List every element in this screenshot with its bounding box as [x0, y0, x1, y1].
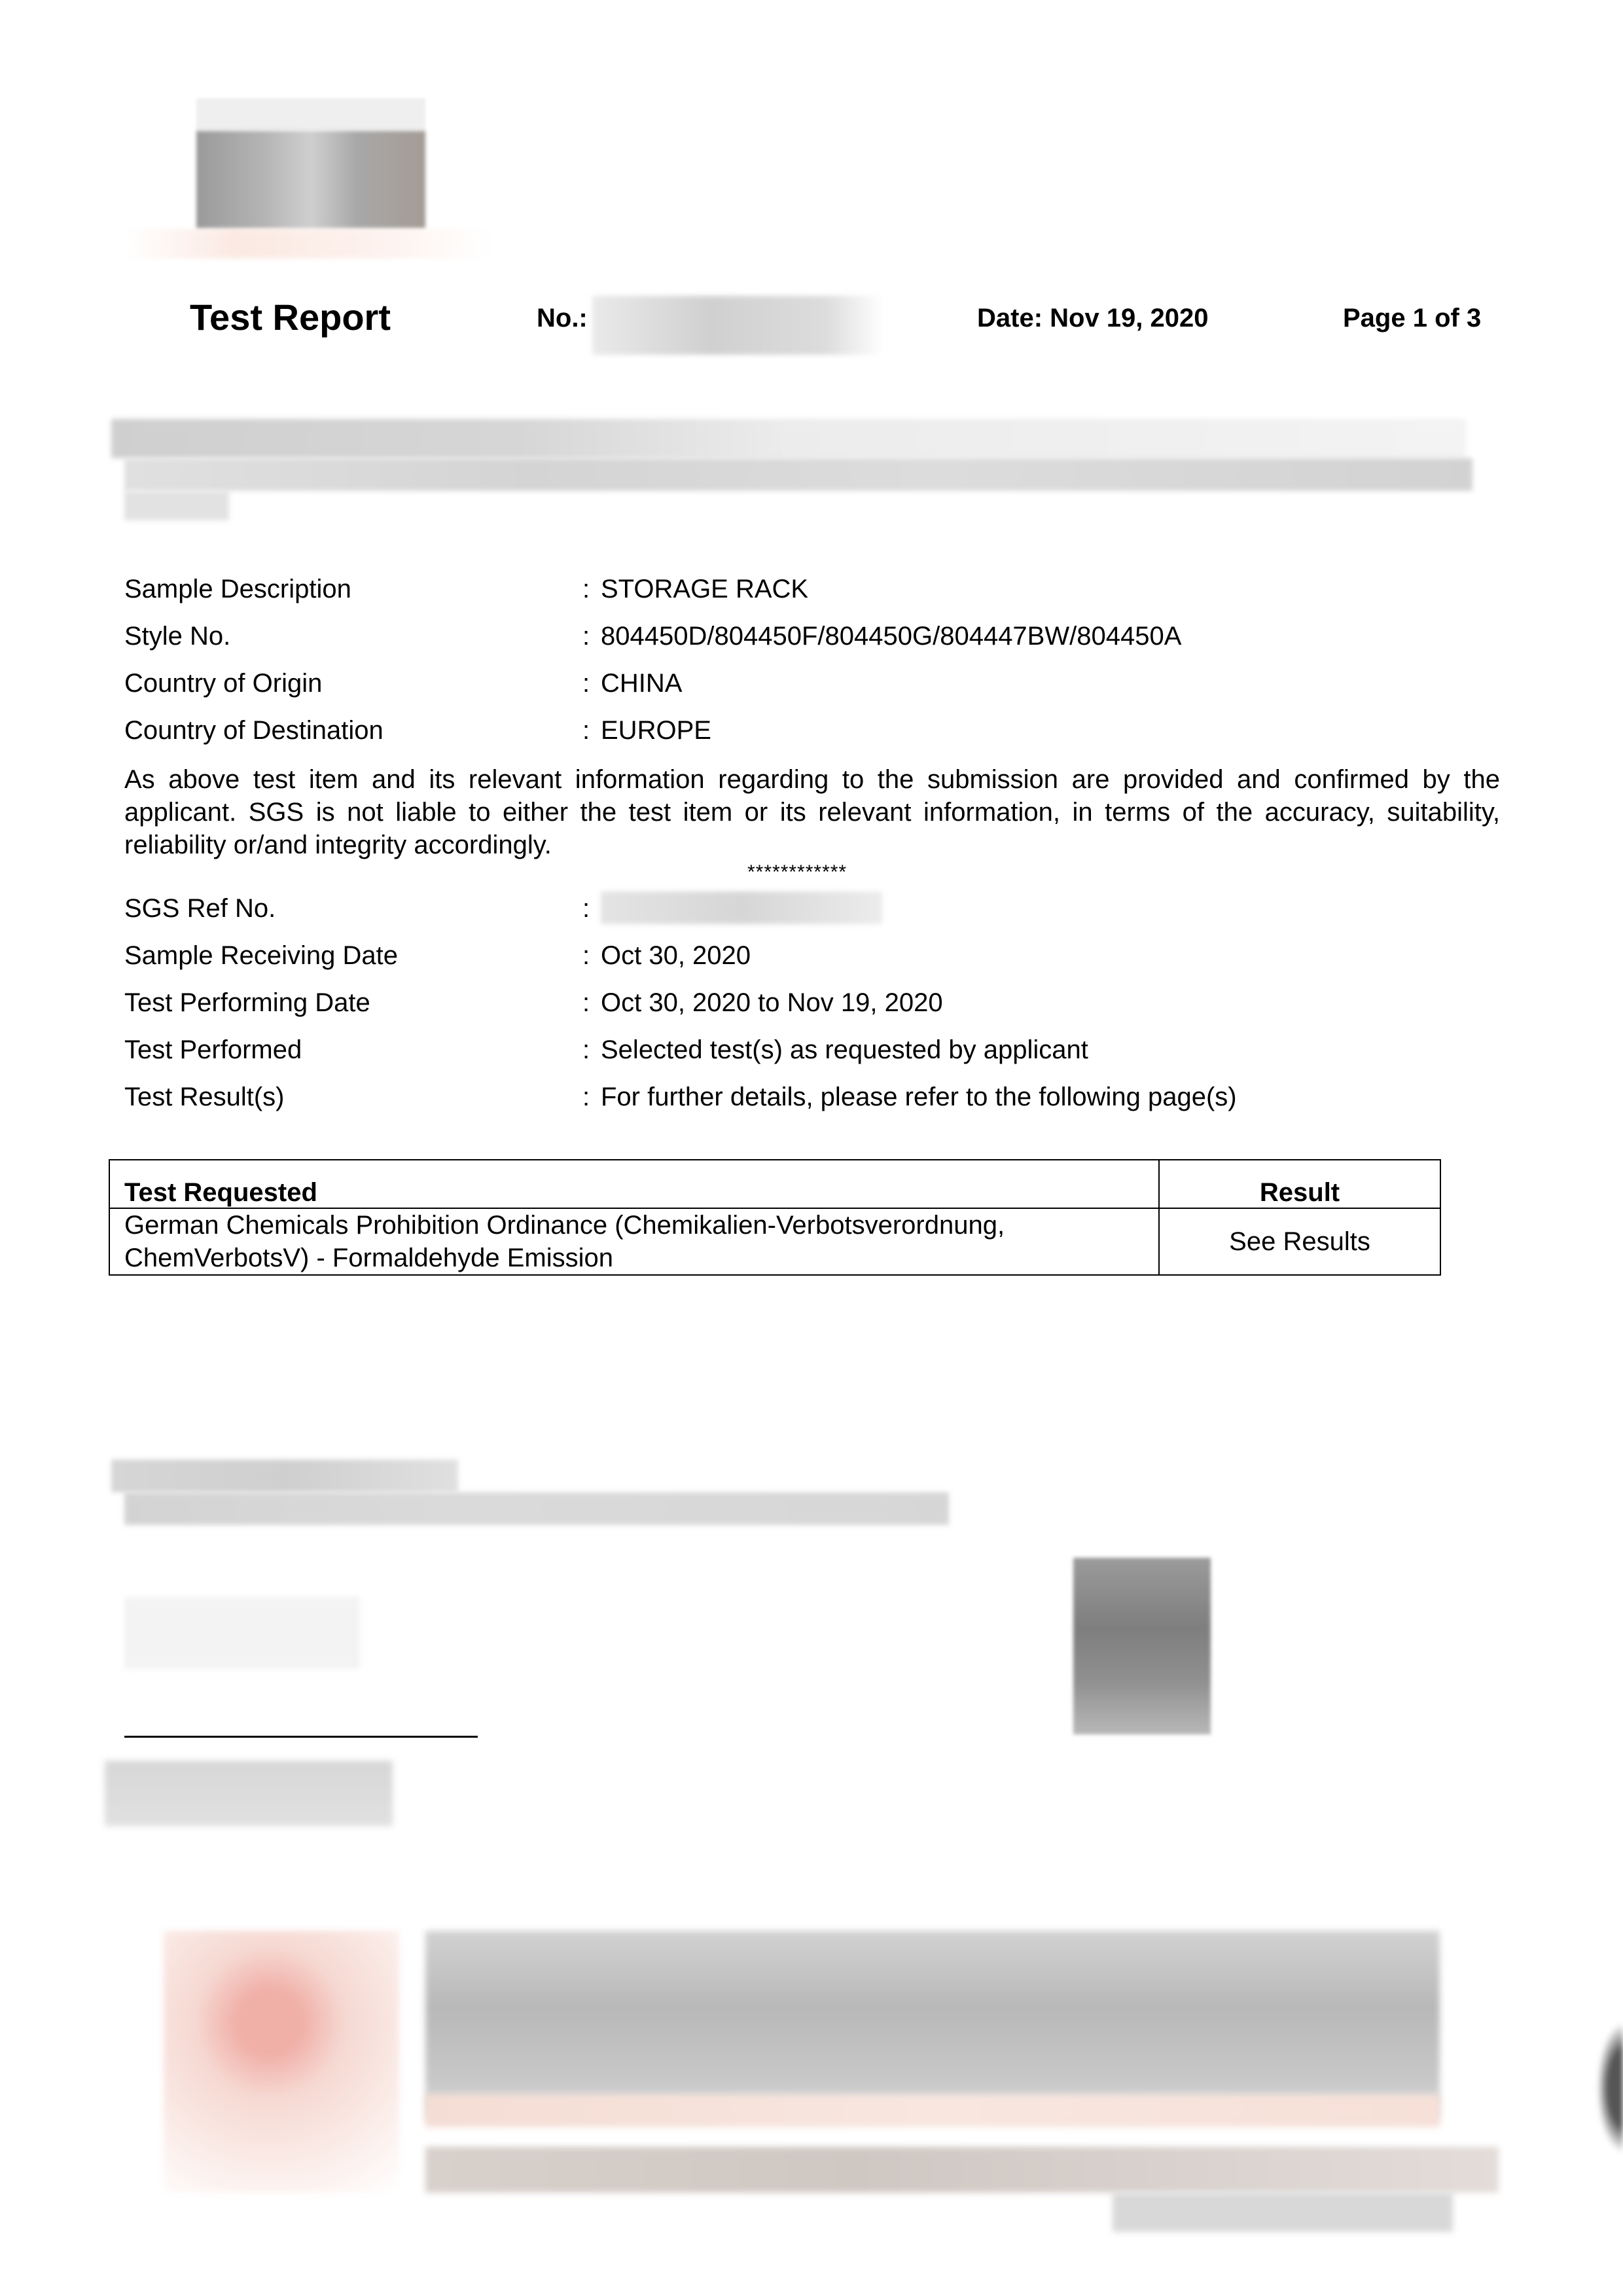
signature-line [124, 1736, 478, 1738]
results-table [109, 1159, 1441, 1276]
field-colon: : [582, 894, 590, 923]
report-number-redacted [592, 296, 883, 355]
field-label: Test Performing Date [124, 988, 370, 1017]
field-colon: : [582, 1083, 590, 1111]
field-value: 804450D/804450F/804450G/804447BW/804450A [601, 622, 1182, 651]
footer-logo-redacted [164, 1931, 399, 2193]
disclaimer-text: As above test item and its relevant information regarding to the submission are provided and confirmed by the applicant. SGS is not liable to either the test item or its relevant information, in terms of the accuracy, suitability, reliability or/and integrity accordingly. [124, 765, 1500, 859]
sgs-ref-redacted [601, 891, 882, 924]
field-colon: : [582, 941, 590, 970]
test-requested-cell [109, 1208, 1159, 1275]
column-header-test-requested: Test Requested [109, 1160, 1159, 1208]
field-value: Oct 30, 2020 [601, 941, 751, 970]
field-label: Sample Description [124, 575, 351, 603]
field-label: Test Result(s) [124, 1083, 285, 1111]
field-value: STORAGE RACK [601, 575, 809, 603]
field-label: Country of Origin [124, 669, 323, 698]
table-row [109, 1208, 1440, 1275]
page-indicator: Page 1 of 3 [1343, 304, 1482, 332]
field-value: EUROPE [601, 716, 711, 745]
field-label: Country of Destination [124, 716, 383, 745]
field-label: Style No. [124, 622, 231, 651]
field-label: Test Performed [124, 1035, 302, 1064]
field-colon: : [582, 575, 590, 603]
field-colon: : [582, 669, 590, 698]
report-date: Date: Nov 19, 2020 [977, 304, 1209, 332]
field-colon: : [582, 622, 590, 651]
report-number-label: No.: [537, 304, 588, 332]
table-header-row [109, 1160, 1440, 1208]
report-header [0, 296, 1623, 348]
field-value: CHINA [601, 669, 683, 698]
field-colon: : [582, 1035, 590, 1064]
field-label: SGS Ref No. [124, 894, 276, 923]
field-value: Oct 30, 2020 to Nov 19, 2020 [601, 988, 943, 1017]
field-colon: : [582, 988, 590, 1017]
edge-mark [1597, 2022, 1623, 2153]
result-cell: See Results [1159, 1208, 1440, 1275]
report-title: Test Report [190, 296, 391, 338]
test-requested-line-1: German Chemicals Prohibition Ordinance (Chemikalien-Verbotsverordnung, [124, 1211, 1005, 1240]
stamp-redacted [1073, 1558, 1211, 1734]
field-colon: : [582, 716, 590, 745]
separator-stars: ************ [747, 861, 847, 883]
column-header-result: Result [1159, 1160, 1440, 1208]
field-value: Selected test(s) as requested by applicant [601, 1035, 1088, 1064]
test-requested-line-2: ChemVerbotsV) - Formaldehyde Emission [124, 1244, 613, 1272]
field-label: Sample Receiving Date [124, 941, 398, 970]
field-value: For further details, please refer to the following page(s) [601, 1083, 1237, 1111]
